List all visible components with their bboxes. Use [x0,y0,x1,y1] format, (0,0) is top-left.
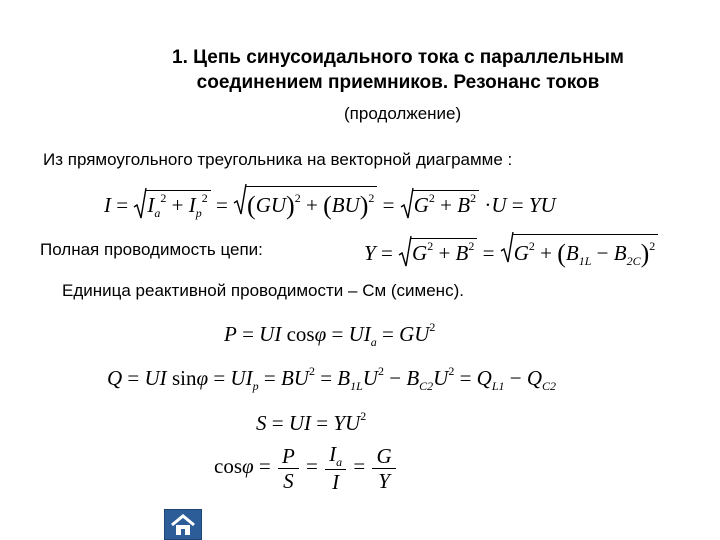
unit-text: Единица реактивной проводимости – См (сименс). [62,281,464,300]
formula-power-factor: cosφ = $\frac{P}{S}$ = $\frac{I_a}{I}$ = $\frac{G}{Y}$ [214,442,398,494]
home-icon [170,514,196,536]
title-line-2: соединением приемников. Резонанс токов [196,72,600,93]
slide-subtitle: (продолжение) [344,104,462,123]
formula-active-power: P = UI $\cos\varphi = UI_a = GU^2$ [224,320,436,349]
formula-current: I = $I_a^2 + I_p^2$ = (GU)$^2$ + (BU)$^2$ = $G^2 + B^2 \cdot U$ = YU [104,186,556,219]
formula-apparent-power: S = UI = $YU^2$ [256,409,367,435]
formula-reactive-power: Q = UI $\sin\varphi = UI_p = BU^2 = B_{1L}U^2 - B_{C2}U^2 = Q_{L1} - Q_{C2}$ [107,364,557,393]
formula-admittance: Y = $G^2 + B^2$ = $G^2 + (B_{1L} - B_{2C})^2$ [364,234,658,267]
conductance-label: Полная проводимость цепи: [40,240,263,259]
home-button[interactable] [164,509,202,540]
intro-text: Из прямоугольного треугольника на векторной диаграмме : [43,150,513,169]
title-line-1: 1. Цепь синусоидального тока с параллельным [172,47,624,68]
slide-title [148,45,648,95]
